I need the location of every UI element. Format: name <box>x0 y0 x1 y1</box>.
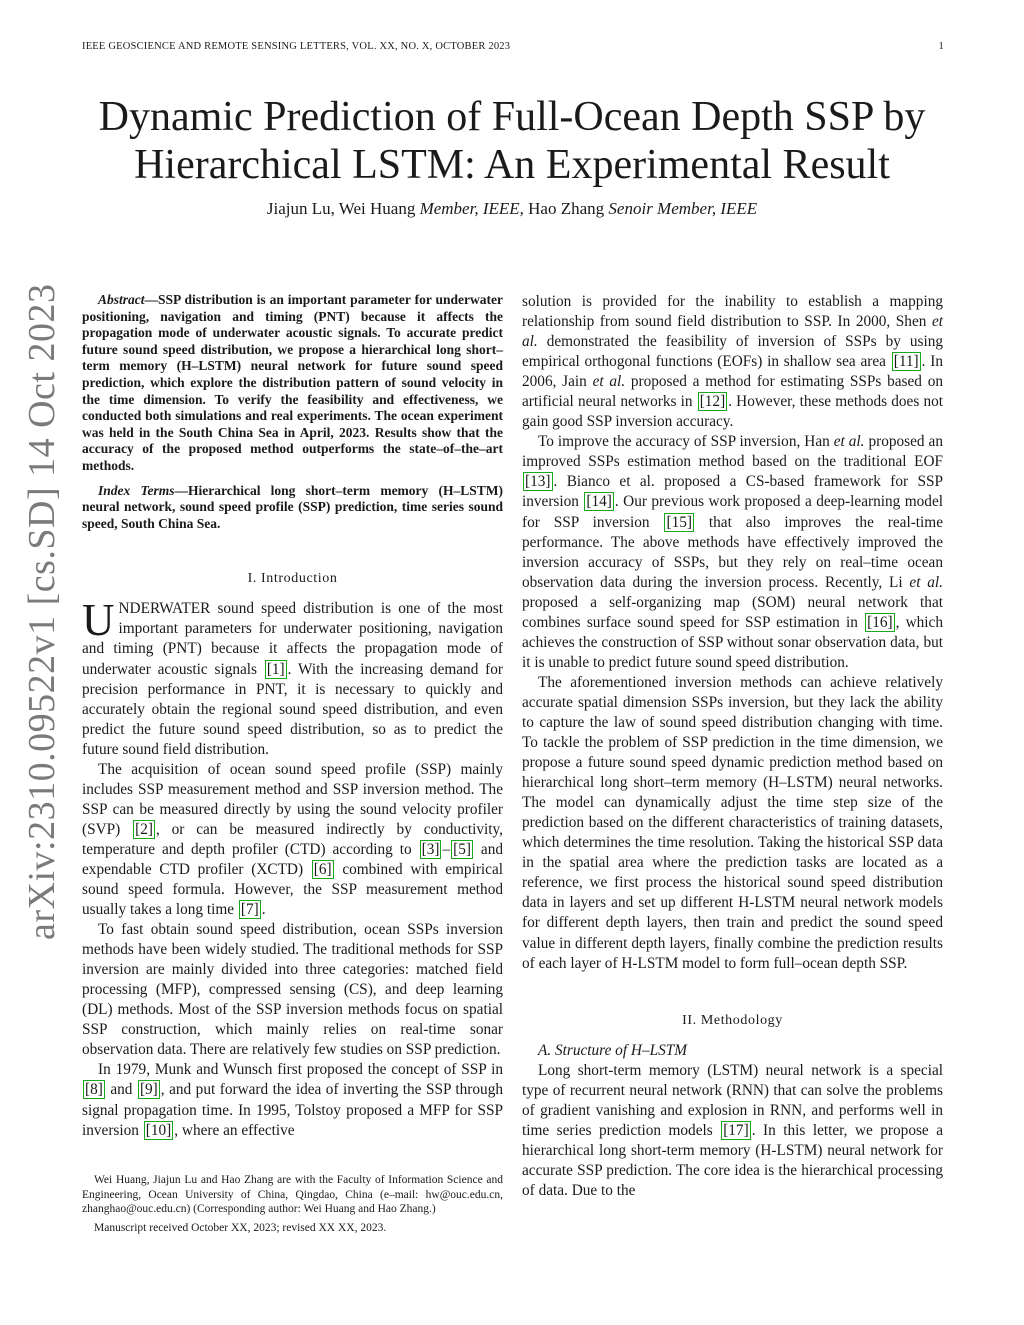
text-run: et al. <box>592 373 626 391</box>
arxiv-stamp: arXiv:2310.09522v1 [cs.SD] 14 Oct 2023 <box>21 283 63 940</box>
paper-title <box>0 93 1024 189</box>
index-terms-text: Hierarchical long short–term memory (H–LSTM) neural network, sound speed profile (SSP) prediction, time series sound speed, South China Sea. <box>82 482 504 531</box>
citation-link[interactable]: [1] <box>266 660 285 678</box>
left-column <box>82 292 503 1141</box>
text-run: , and put forward the idea of inverting the SSP through signal propagation time. In 1995, Tolstoy proposed a MFP for SSP inversion <box>82 1081 503 1139</box>
text-run: and expendable CTD profiler (XCTD) <box>82 840 503 878</box>
intro-paragraph-3: To fast obtain sound speed distribution, ocean SSPs inversion methods have been widely studied. The traditional methods for SSP inversion are mainly divided into three categories: matched field processing (MFP), compressed sensing (CS), and deep learning (DL) methods. Most of the SSP inversion methods focus on spatial SSP construction, which mainly relies on real-time sonar observation data. There are relatively few studies on SSP prediction. <box>82 921 503 1059</box>
text-run: combined with empirical sound speed formula. However, the SSP measurement method usually takes a long time <box>82 860 503 919</box>
text-run: Long short-term memory (LSTM) neural network is a special type of recurrent neural network (RNN) that can solve the problems of gradient vanishing and explosion in RNN, and performs well in time series prediction models <box>522 1061 943 1139</box>
citation-link[interactable]: [10] <box>145 1121 172 1139</box>
abstract-dash: — <box>144 292 159 307</box>
citation-link[interactable]: [8] <box>85 1081 103 1099</box>
citation-link[interactable]: [5] <box>453 840 471 858</box>
right-column <box>522 292 943 1201</box>
page-number: 1 <box>938 41 944 52</box>
text-run: solution is provided for the inability to establish a mapping relationship from sound field distribution to SSP. In 2000, Shen <box>522 293 943 331</box>
citation-link[interactable]: [2] <box>135 820 153 838</box>
abstract-label: Abstract <box>98 292 145 307</box>
intro-paragraph-2 <box>82 760 503 920</box>
text-run: . <box>261 901 266 919</box>
text-run: and <box>105 1081 137 1099</box>
text-run: , or can be measured indirectly by conductivity, temperature and depth profiler (CTD) according to <box>82 820 503 858</box>
text-run: , where an effective <box>174 1121 295 1139</box>
running-header <box>82 41 944 52</box>
title-line-1: Dynamic Prediction of Full-Ocean Depth SSP by <box>98 94 926 140</box>
text-run: NDERWATER sound speed distribution is one of the most important parameters for underwater positioning, navigation and timing (PNT) because it affects the propagation mode of underwater acoustic signals <box>82 600 503 678</box>
citation-link[interactable]: [16] <box>867 613 893 631</box>
section-heading-methodology: II. Methodology <box>682 1012 783 1028</box>
text-run: et al. <box>522 313 943 351</box>
subsection-heading: A. Structure of H–LSTM <box>538 1041 688 1059</box>
footnote-manuscript: Manuscript received October XX, 2023; revised XX XX, 2023. <box>94 1222 387 1235</box>
text-run: . However, these methods does not gain good SSP inversion accuracy. <box>522 393 943 431</box>
text-run: proposed a method for estimating SSPs based on artificial neural networks in <box>522 373 943 411</box>
index-terms-dash: — <box>174 482 188 498</box>
author-role-a: Member, IEEE, <box>419 199 524 218</box>
text-run: . Our previous work proposed a deep-learning model for SSP inversion <box>522 493 943 531</box>
intro-paragraph-4 <box>82 1060 503 1140</box>
text-run: , which achieves the construction of SSP without sonar observation data, but it is unable to predict future sound speed distribution. <box>522 613 943 671</box>
citation-link[interactable]: [17] <box>723 1121 749 1139</box>
text-run: . In this letter, we propose a hierarchical long short-term memory (H-LSTM) neural network for accurate SSP prediction. The core idea is the hierarchical processing of data. Due to the <box>522 1121 943 1199</box>
author-line <box>0 199 1024 219</box>
citation-link[interactable]: [6] <box>313 860 332 878</box>
text-run: et al. <box>909 573 943 591</box>
method-paragraph-1 <box>522 1061 943 1201</box>
text-run: et al. <box>833 433 865 451</box>
citation-link[interactable]: [9] <box>139 1081 158 1099</box>
citation-link[interactable]: [12] <box>699 393 726 411</box>
text-run: In 1979, Munk and Wunsch first proposed the concept of SSP in <box>98 1061 503 1079</box>
intro-paragraph-4-cont <box>522 292 943 432</box>
title-line-2: Hierarchical LSTM: An Experimental Result <box>134 142 890 188</box>
intro-paragraph-5 <box>522 432 943 673</box>
text-run: To improve the accuracy of SSP inversion, Han <box>538 433 834 451</box>
drop-cap: U <box>82 595 115 646</box>
citation-link[interactable]: [11] <box>893 353 919 371</box>
author-names-a: Jiajun Lu, Wei Huang <box>266 199 420 218</box>
abstract <box>82 292 503 475</box>
intro-paragraph-1 <box>82 595 503 759</box>
journal-name: IEEE GEOSCIENCE AND REMOTE SENSING LETTERS, VOL. XX, NO. X, OCTOBER 2023 <box>82 41 511 52</box>
text-run: proposed an improved SSPs estimation method based on the traditional EOF <box>522 433 943 471</box>
citation-link[interactable]: [13] <box>525 473 551 491</box>
text-run: that also improves the real-time performance. The above methods have effectively improved the inversion accuracy of SSPs, but they rely on real–time ocean observation data during the inversion process. Recently, Li <box>522 513 943 591</box>
text-run: proposed a self-organizing map (SOM) neural network that combines surface sound speed for SSP estimation in <box>522 593 943 631</box>
author-names-b: Hao Zhang <box>523 199 609 218</box>
author-role-b: Senoir Member, IEEE <box>608 199 758 218</box>
index-terms <box>82 483 503 533</box>
text-run: . With the increasing demand for precision performance in PNT, it is necessary to quickly and accurately obtain the regional sound speed distribution, and even predict the future sound speed distribution, so as to predict the future sound field distribution. <box>82 660 503 758</box>
citation-link[interactable]: [7] <box>240 901 259 919</box>
citation-link[interactable]: [15] <box>666 513 692 531</box>
index-terms-label: Index Terms <box>98 482 175 498</box>
text-run: demonstrated the feasibility of inversion of SSPs by using empirical orthogonal functions (EOFs) in shallow sea area <box>522 333 943 371</box>
footnote-affiliation: Wei Huang, Jiajun Lu and Hao Zhang are with the Faculty of Information Science and Engineering, Ocean University of China, Qingdao, China (e–mail: hw@ouc.edu.cn, zhanghao@ouc.edu.cn) (Corresponding author: Wei Huang and Hao Zhang.) <box>82 1174 503 1216</box>
abstract-text: SSP distribution is an important parameter for underwater positioning, navigation and timing (PNT) because it affects the propagation mode of underwater acoustic signals. To accurate predict future sound speed distribution, we propose a hierarchical long short–term memory (H–LSTM) neural network for future sound speed prediction, which explore the distribution pattern of sound velocity in the time dimension. To verify the feasibility and effectiveness, we conducted both simulations and real experiments. The ocean experiment was held in the South China Sea in April, 2023. Results show that the accuracy of the proposed method outperforms the state–of–the–art methods. <box>82 292 503 473</box>
text-run: – <box>442 840 451 858</box>
text-run: . In 2006, Jain <box>522 353 943 391</box>
intro-paragraph-6: The aforementioned inversion methods can achieve relatively accurate spatial dimension SSPs inversion, but they lack the ability to capture the law of sound speed distribution changing with time. To tackle the problem of SSP prediction in the time dimension, we propose a future sound speed dynamic prediction method based on hierarchical long short–term memory (H–LSTM) neural networks. The model can dynamically adjust the time step size of the prediction based on the different characteristics of training datasets, which determines the time resolution. Taking the historical SSP data in the spatial area where the prediction tasks are located as a reference, we first process the historical sound speed distribution data in layers and set up different H-LSTM neural network models for different depth layers, then train and predict the sound speed value in different depth layers, finally combine the prediction results of each layer of H-LSTM model to form full–ocean depth SSP. <box>522 673 943 972</box>
citation-link[interactable]: [14] <box>586 493 612 511</box>
text-run: The acquisition of ocean sound speed profile (SSP) mainly includes SSP measurement method and SSP inversion method. The SSP can be measured directly by using the sound velocity profiler (SVP) <box>82 760 503 838</box>
citation-link[interactable]: [3] <box>421 840 440 858</box>
footnote <box>82 1173 503 1236</box>
section-heading-introduction: I. Introduction <box>247 571 338 587</box>
text-run: . Bianco et al. proposed a CS-based framework for SSP inversion <box>522 473 943 511</box>
